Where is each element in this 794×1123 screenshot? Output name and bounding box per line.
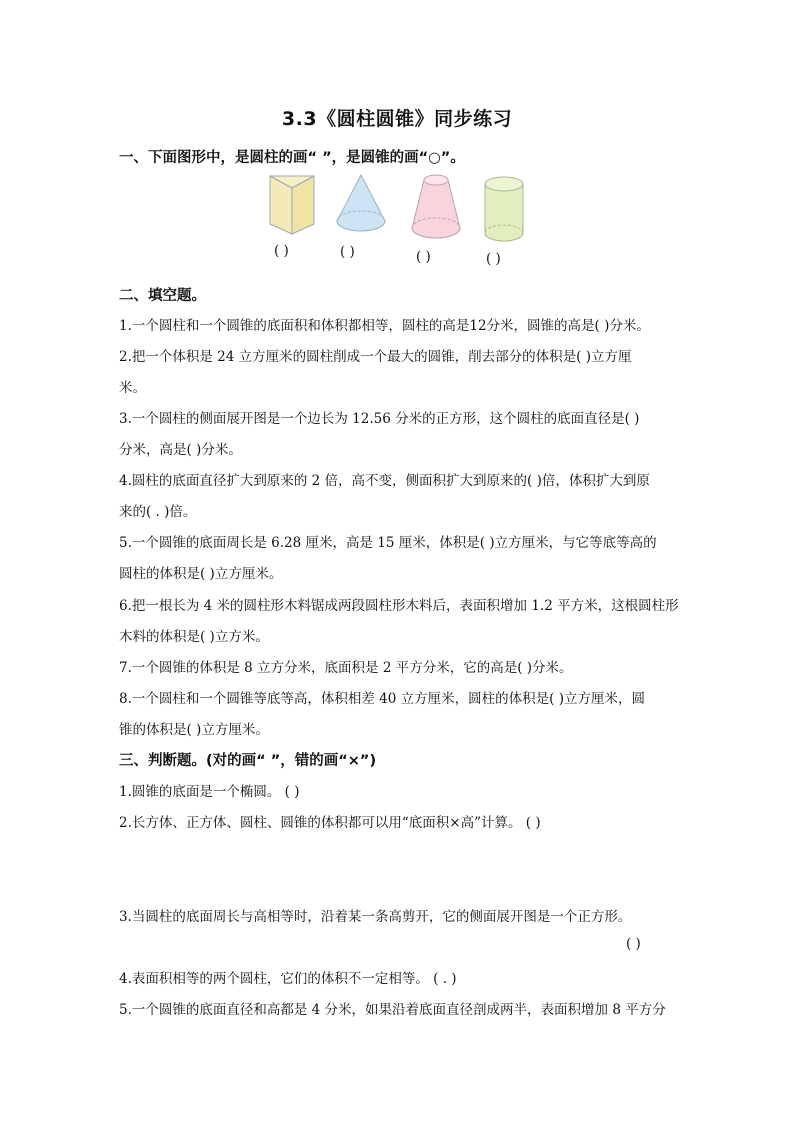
- judgement-line: 1.圆锥的底面是一个椭圆。 ( ): [119, 784, 300, 800]
- cylinder-icon: [483, 175, 525, 243]
- answer-mark-4[interactable]: ( ): [486, 251, 501, 267]
- question-line: 3.一个圆柱的侧面展开图是一个边长为 12.56 分米的正方形，这个圆柱的底面直径是( ): [119, 411, 640, 427]
- truncated-cone-icon: [408, 172, 464, 242]
- question-line: 锥的体积是( )立方厘米。: [119, 722, 269, 738]
- question-line: 分米，高是( )分米。: [119, 442, 242, 458]
- triangular-prism-icon: [268, 172, 318, 236]
- question-line: 来的( . )倍。: [119, 504, 197, 520]
- question-line: 6.把一根长为 4 米的圆柱形木料锯成两段圆柱形木料后，表面积增加 1.2 平方米，这根圆柱形: [119, 598, 679, 614]
- judgement-line: 2.长方体、正方体、圆柱、圆锥的体积都可以用“底面积×高”计算。 ( ): [119, 815, 541, 831]
- page-title: 3.3《圆柱圆锥》同步练习: [281, 108, 513, 130]
- section3-heading: 三、判断题。(对的画“ ”，错的画“×”): [119, 753, 377, 769]
- question-line: 米。: [119, 380, 146, 396]
- question-line: 8.一个圆柱和一个圆锥等底等高，体积相差 40 立方厘米，圆柱的体积是( )立方厘米，圆: [119, 691, 645, 707]
- cone-icon: [334, 173, 388, 237]
- judgement-answer-mark[interactable]: ( ): [626, 936, 641, 952]
- judgement-line: 5.一个圆锥的底面直径和高都是 4 分米，如果沿着底面直径剖成两半，表面积增加 8 平方分: [119, 1002, 666, 1018]
- question-line: 4.圆柱的底面直径扩大到原来的 2 倍，高不变，侧面积扩大到原来的( )倍，体积扩大到原: [119, 473, 650, 489]
- judgement-line: 4.表面积相等的两个圆柱，它们的体积不一定相等。 ( . ): [119, 971, 457, 987]
- question-line: 圆柱的体积是( )立方厘米。: [119, 566, 283, 582]
- answer-mark-3[interactable]: ( ): [416, 249, 431, 265]
- question-line: 7.一个圆锥的体积是 8 立方分米，底面积是 2 平方分米，它的高是( )分米。: [119, 660, 573, 676]
- question-line: 2.把一个体积是 24 立方厘米的圆柱削成一个最大的圆锥，削去部分的体积是( )立方厘: [119, 349, 632, 365]
- section1-heading: 一、下面图形中，是圆柱的画“ ”，是圆锥的画“○”。: [119, 150, 465, 166]
- section2-heading: 二、填空题。: [119, 288, 206, 304]
- answer-mark-2[interactable]: ( ): [340, 244, 355, 260]
- question-line: 1.一个圆柱和一个圆锥的底面积和体积都相等，圆柱的高是12分米，圆锥的高是( )分米。: [119, 318, 650, 334]
- judgement-line: 3.当圆柱的底面周长与高相等时，沿着某一条高剪开，它的侧面展开图是一个正方形。: [119, 909, 632, 925]
- question-line: 木料的体积是( )立方米。: [119, 629, 269, 645]
- answer-mark-1[interactable]: ( ): [274, 243, 289, 259]
- question-line: 5.一个圆锥的底面周长是 6.28 厘米，高是 15 厘米，体积是( )立方厘米，与它等底等高的: [119, 535, 657, 551]
